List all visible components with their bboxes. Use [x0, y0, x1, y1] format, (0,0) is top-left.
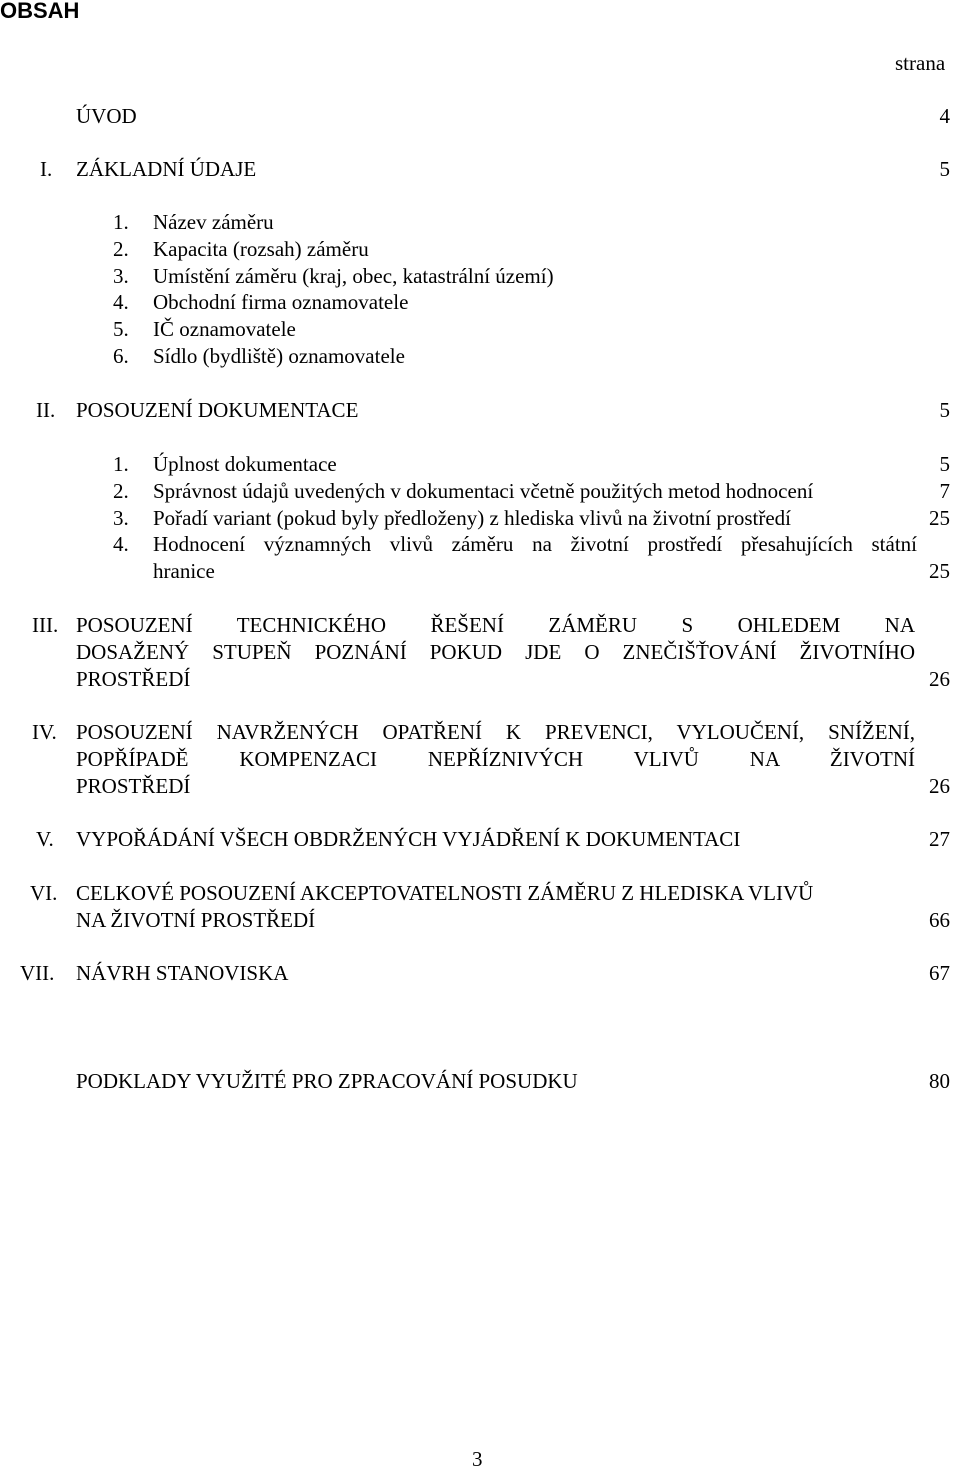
toc-subitem-page: 7 — [939, 479, 950, 503]
toc-subitem-page: 25 — [929, 506, 950, 530]
toc-subitem-label: Název záměru — [153, 210, 274, 234]
toc-section-label: ZÁKLADNÍ ÚDAJE — [76, 157, 257, 181]
toc-section-label-line: PROSTŘEDÍ — [76, 774, 191, 798]
toc-section-page: 26 — [929, 667, 950, 691]
toc-section-page: 5 — [939, 398, 950, 422]
toc-subitem-number: 2. — [113, 479, 129, 503]
toc-section-number: IV. — [32, 720, 57, 744]
footer-page-number: 3 — [472, 1447, 483, 1471]
toc-subitem-number: 1. — [113, 452, 129, 476]
toc-entry-page: 4 — [939, 104, 950, 128]
toc-section-label-line: POSOUZENÍ TECHNICKÉHO ŘEŠENÍ ZÁMĚRU S OHLEDEM NA — [76, 613, 915, 637]
toc-subitem-page: 25 — [929, 559, 950, 583]
toc-subitem-label-line: hranice — [153, 559, 215, 583]
toc-subitem-label: Sídlo (bydliště) oznamovatele — [153, 344, 405, 368]
toc-entry-label: ÚVOD — [76, 104, 137, 128]
toc-section-number: VII. — [20, 961, 55, 985]
toc-section-label-line: NA ŽIVOTNÍ PROSTŘEDÍ — [76, 908, 316, 932]
toc-entry-label: PODKLADY VYUŽITÉ PRO ZPRACOVÁNÍ POSUDKU — [76, 1069, 578, 1093]
toc-section-page: 26 — [929, 774, 950, 798]
toc-entry-page: 80 — [929, 1069, 950, 1093]
toc-subitem-label: Pořadí variant (pokud byly předloženy) z hlediska vlivů na životní prostředí — [153, 506, 792, 530]
toc-section-label: VYPOŘÁDÁNÍ VŠECH OBDRŽENÝCH VYJÁDŘENÍ K DOKUMENTACI — [76, 827, 741, 851]
toc-section-label-line: POSOUZENÍ NAVRŽENÝCH OPATŘENÍ K PREVENCI, VYLOUČENÍ, SNÍŽENÍ, — [76, 720, 915, 744]
toc-section-page: 66 — [929, 908, 950, 932]
toc-subitem-label: Správnost údajů uvedených v dokumentaci včetně použitých metod hodnocení — [153, 479, 814, 503]
toc-subitem-number: 1. — [113, 210, 129, 234]
toc-section-label-line: CELKOVÉ POSOUZENÍ AKCEPTOVATELNOSTI ZÁMĚRU Z HLEDISKA VLIVŮ — [76, 881, 814, 905]
toc-section-label-line: PROSTŘEDÍ — [76, 667, 191, 691]
page-column-label: strana — [895, 51, 946, 75]
toc-subitem-label: Obchodní firma oznamovatele — [153, 290, 409, 314]
toc-subitem-label: Kapacita (rozsah) záměru — [153, 237, 369, 261]
toc-section-label: NÁVRH STANOVISKA — [76, 961, 289, 985]
toc-section-label-line: POPŘÍPADĚ KOMPENZACI NEPŘÍZNIVÝCH VLIVŮ NA ŽIVOTNÍ — [76, 747, 915, 771]
toc-subitem-page: 5 — [939, 452, 950, 476]
toc-subitem-label-line: Hodnocení významných vlivů záměru na životní prostředí přesahujících státní — [153, 532, 917, 556]
toc-section-number: III. — [32, 613, 59, 637]
toc-section-number: I. — [40, 157, 53, 181]
toc-subitem-number: 5. — [113, 317, 129, 341]
toc-subitem-number: 3. — [113, 264, 129, 288]
toc-section-number: VI. — [30, 881, 58, 905]
toc-subitem-number: 3. — [113, 506, 129, 530]
page-title: OBSAH — [0, 0, 80, 23]
toc-section-number: V. — [36, 827, 54, 851]
toc-subitem-number: 6. — [113, 344, 129, 368]
toc-section-page: 5 — [939, 157, 950, 181]
toc-subitem-number: 4. — [113, 532, 129, 556]
toc-section-page: 27 — [929, 827, 950, 851]
toc-section-label-line: DOSAŽENÝ STUPEŇ POZNÁNÍ POKUD JDE O ZNEČIŠŤOVÁNÍ ŽIVOTNÍHO — [76, 640, 915, 664]
toc-section-label: POSOUZENÍ DOKUMENTACE — [76, 398, 359, 422]
toc-subitem-label: Umístění záměru (kraj, obec, katastrální území) — [153, 264, 554, 288]
toc-subitem-number: 2. — [113, 237, 129, 261]
toc-subitem-label: Úplnost dokumentace — [153, 452, 337, 476]
toc-subitem-label: IČ oznamovatele — [153, 317, 296, 341]
toc-section-number: II. — [36, 398, 56, 422]
toc-section-page: 67 — [929, 961, 950, 985]
toc-subitem-number: 4. — [113, 290, 129, 314]
